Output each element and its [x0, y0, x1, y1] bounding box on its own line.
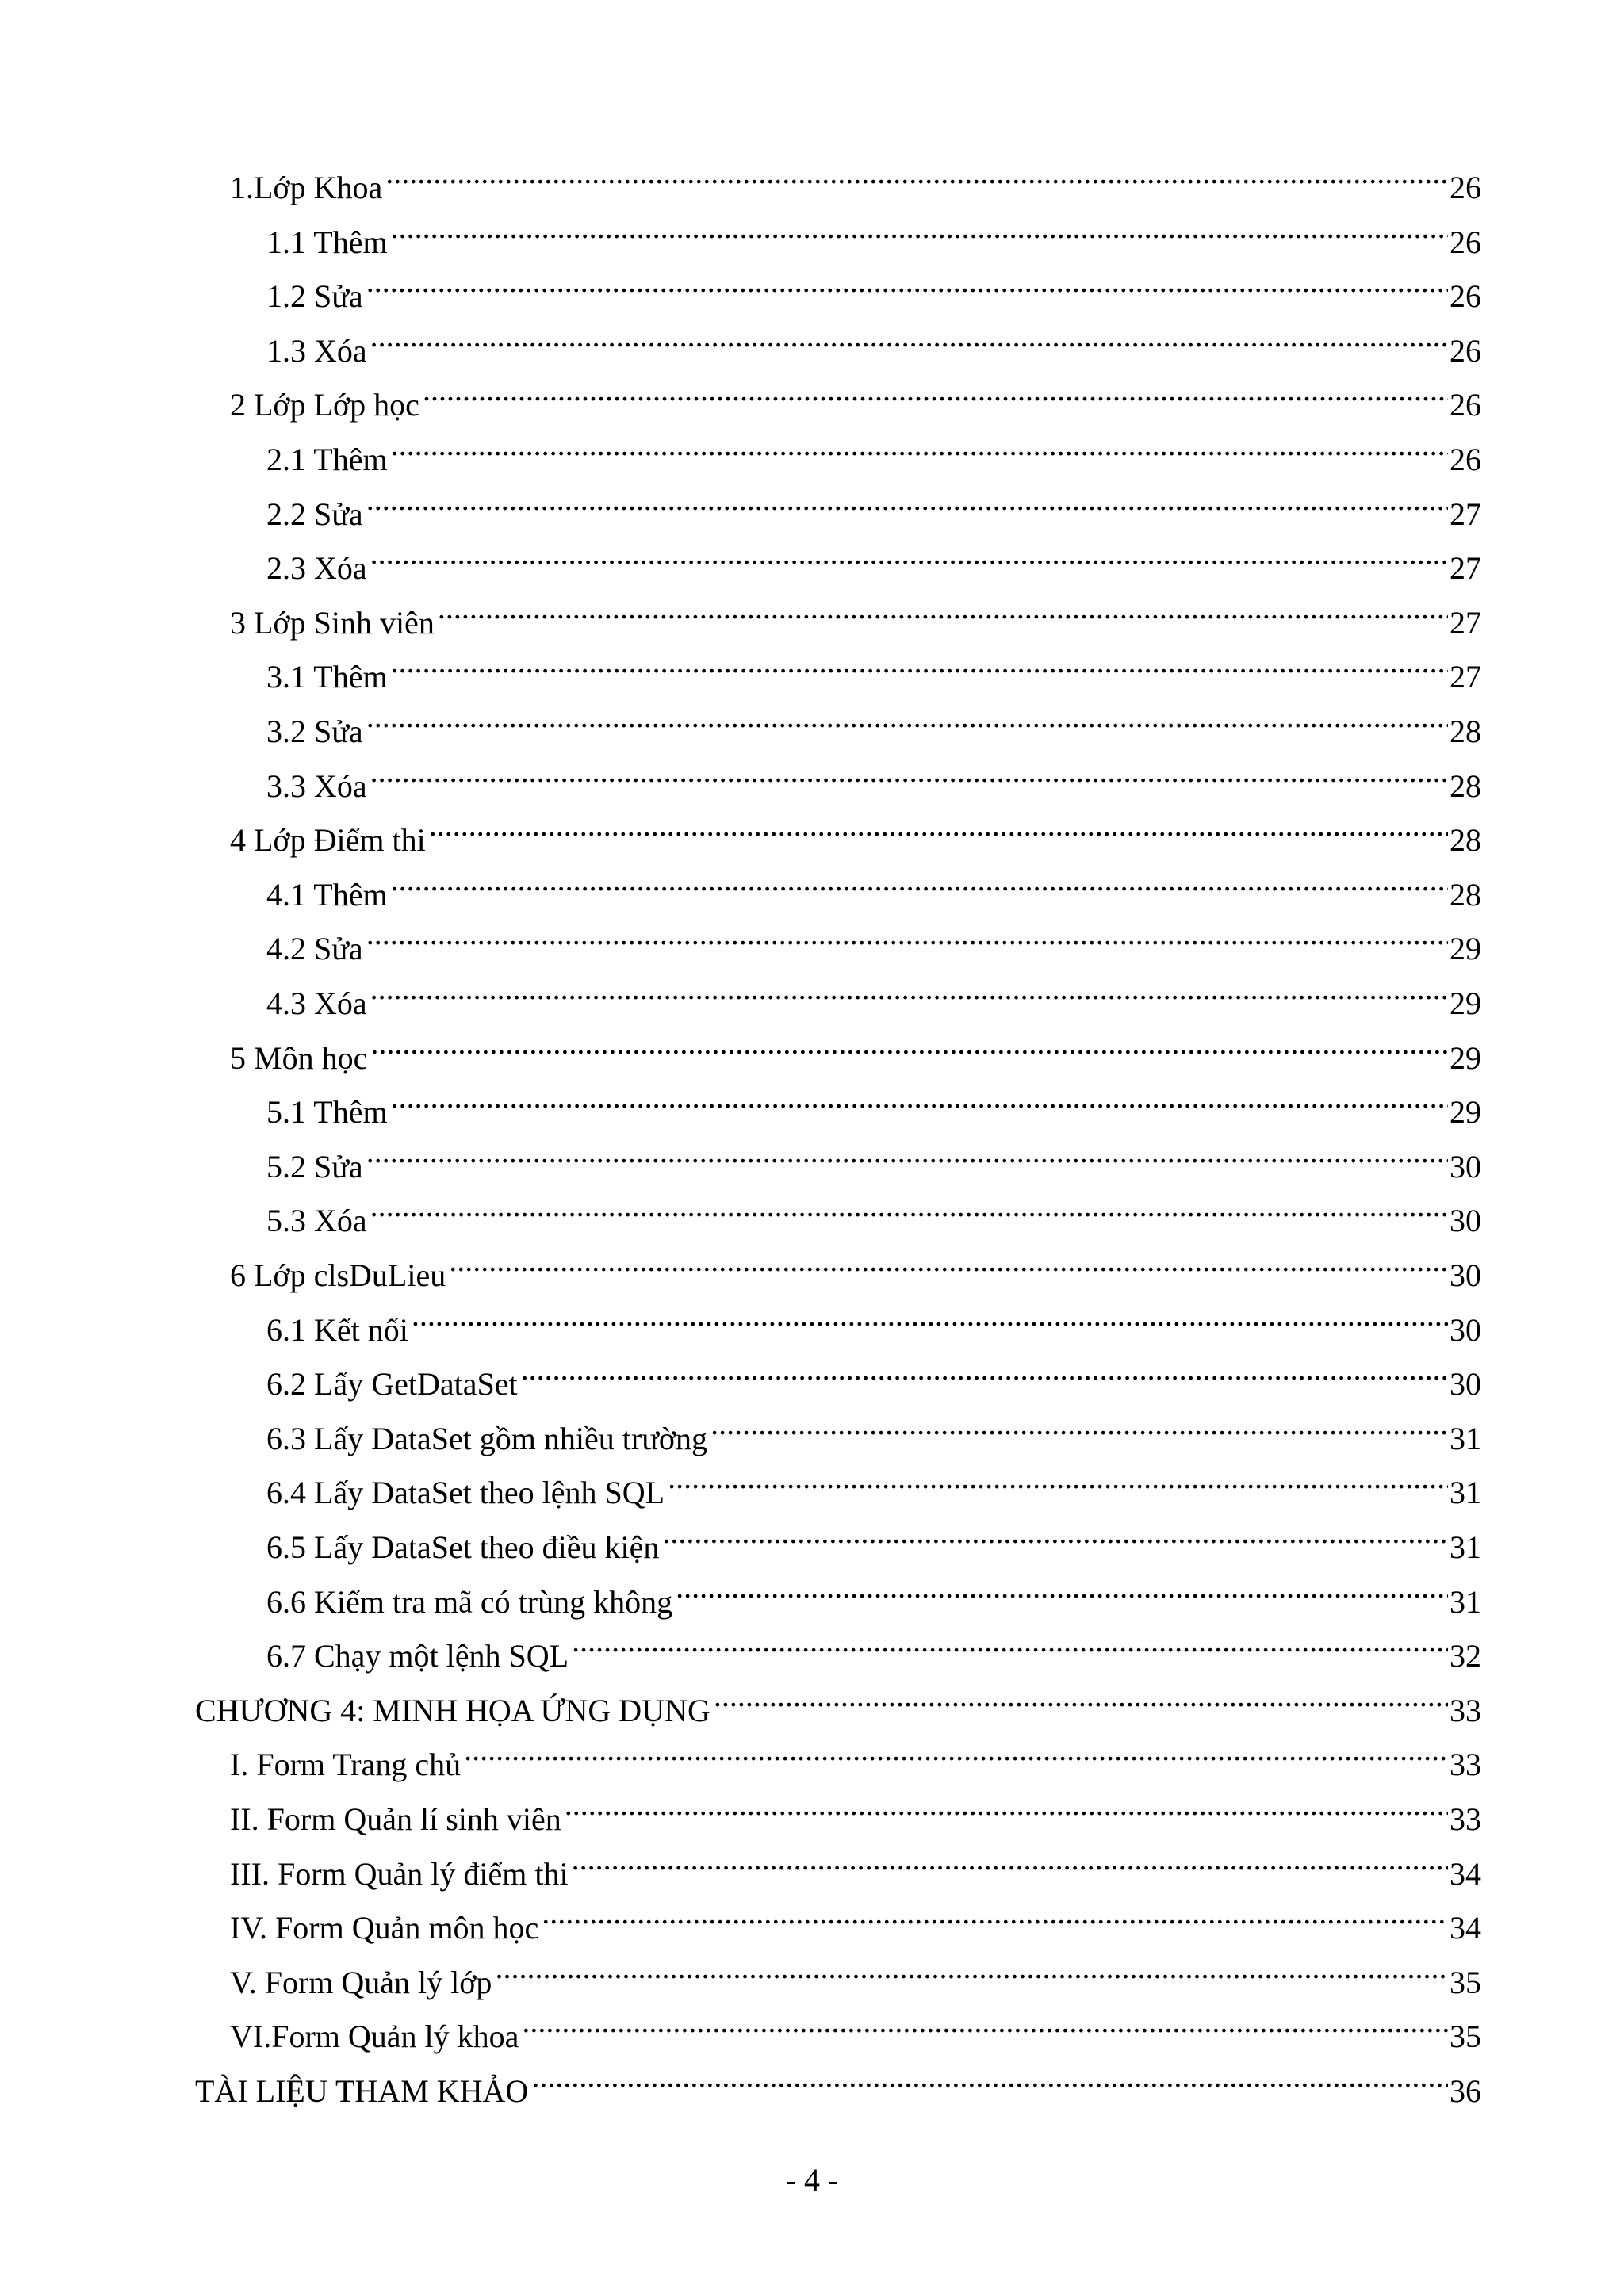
toc-entry-title: 2.3 Xóa: [266, 550, 367, 587]
dot-leader: [366, 695, 1448, 742]
dot-leader: [542, 1891, 1448, 1938]
toc-entry[interactable]: [266, 858, 1481, 913]
toc-entry[interactable]: [266, 423, 1481, 477]
toc-entry[interactable]: [266, 1347, 1481, 1402]
toc-entry-page: 27: [1450, 604, 1481, 641]
toc-entry-page: 34: [1450, 1855, 1481, 1892]
dot-leader: [366, 259, 1448, 307]
toc-entry[interactable]: [230, 1891, 1481, 1946]
dot-leader: [710, 1402, 1448, 1449]
dot-leader: [391, 205, 1448, 253]
toc-entry-page: 31: [1450, 1420, 1481, 1456]
dot-leader: [370, 966, 1448, 1014]
toc-entry[interactable]: [266, 1402, 1481, 1456]
toc-entry[interactable]: [230, 151, 1481, 205]
toc-entry-page: 29: [1450, 1039, 1481, 1076]
toc-entry-title: I. Form Trang chủ: [230, 1747, 462, 1783]
toc-entry-title: 4.1 Thêm: [266, 876, 388, 913]
toc-entry-title: 3.2 Sửa: [266, 714, 363, 749]
toc-entry-title: 6.1 Kết nối: [266, 1311, 408, 1348]
toc-entry[interactable]: [195, 2054, 1481, 2109]
toc-entry-page: 33: [1450, 1692, 1481, 1728]
toc-entry[interactable]: [266, 1619, 1481, 1674]
dot-leader: [429, 803, 1448, 851]
toc-entry-title: 2.1 Thêm: [266, 442, 388, 477]
toc-entry[interactable]: [230, 1946, 1481, 2000]
toc-entry-page: 30: [1450, 1366, 1481, 1402]
toc-entry-title: 5.3 Xóa: [266, 1203, 367, 1239]
toc-entry-title: 6.3 Lấy DataSet gồm nhiều trường: [266, 1420, 708, 1456]
toc-entry-page: 30: [1450, 1311, 1481, 1348]
toc-entry-title: 6.5 Lấy DataSet theo điều kiện: [266, 1529, 660, 1565]
toc-entry[interactable]: [266, 912, 1481, 967]
toc-entry-page: 30: [1450, 1257, 1481, 1293]
toc-entry[interactable]: [195, 1674, 1481, 1728]
toc-entry[interactable]: [230, 1021, 1481, 1076]
toc-entry[interactable]: [266, 477, 1481, 532]
dot-leader: [438, 586, 1448, 633]
dot-leader: [572, 1837, 1448, 1885]
toc-entry-title: V. Form Quản lý lớp: [230, 1964, 492, 2000]
toc-entry[interactable]: [266, 1130, 1481, 1184]
toc-entry-page: 27: [1450, 496, 1481, 532]
toc-entry[interactable]: [266, 749, 1481, 804]
dot-leader: [370, 1021, 1448, 1069]
toc-entry[interactable]: [230, 1728, 1481, 1783]
toc-entry-page: 32: [1450, 1638, 1481, 1674]
toc-entry-title: 2 Lớp Lớp học: [230, 387, 419, 423]
toc-entry-title: 1.3 Xóa: [266, 332, 367, 369]
toc-entry-title: 4.3 Xóa: [266, 985, 367, 1021]
dot-leader: [412, 1293, 1448, 1341]
toc-entry-title: 5.2 Sửa: [266, 1148, 363, 1184]
toc-entry-page: 28: [1450, 714, 1481, 749]
dot-leader: [662, 1510, 1448, 1558]
toc-entry-page: 26: [1450, 332, 1481, 369]
toc-entry-page: 35: [1450, 1964, 1481, 2000]
dot-leader: [423, 368, 1448, 415]
toc-entry-page: 29: [1450, 931, 1481, 967]
toc-entry-page: 26: [1450, 278, 1481, 315]
toc-entry-page: 28: [1450, 767, 1481, 804]
toc-entry[interactable]: [266, 314, 1481, 369]
dot-leader: [391, 423, 1448, 470]
dot-leader: [391, 858, 1448, 905]
toc-entry-title: 5.1 Thêm: [266, 1094, 388, 1131]
toc-entry-title: 1.2 Sửa: [266, 278, 363, 315]
toc-entry[interactable]: [266, 1565, 1481, 1620]
dot-leader: [366, 912, 1448, 959]
toc-entry[interactable]: [266, 259, 1481, 315]
toc-entry-page: 26: [1450, 387, 1481, 423]
toc-entry-page: 33: [1450, 1801, 1481, 1837]
toc-entry[interactable]: [266, 640, 1481, 695]
dot-leader: [565, 1782, 1448, 1830]
toc-entry-page: 27: [1450, 659, 1481, 695]
toc-entry-title: 4 Lớp Điểm thi: [230, 822, 426, 859]
toc-entry-page: 33: [1450, 1747, 1481, 1783]
toc-entry-title: 6.6 Kiểm tra mã có trùng không: [266, 1583, 673, 1620]
dot-leader: [366, 1130, 1448, 1177]
toc-entry-page: 31: [1450, 1529, 1481, 1565]
toc-entry-title: 3.3 Xóa: [266, 767, 367, 804]
dot-leader: [370, 1184, 1448, 1231]
toc-entry[interactable]: [266, 1293, 1481, 1348]
toc-entry-title: TÀI LIỆU THAM KHẢO: [195, 2073, 529, 2109]
toc-entry[interactable]: [230, 368, 1481, 423]
dot-leader: [676, 1565, 1448, 1613]
toc-entry-title: VI.Form Quản lý khoa: [230, 2019, 519, 2055]
toc-entry-page: 29: [1450, 985, 1481, 1021]
toc-entry[interactable]: [230, 1837, 1481, 1892]
toc-entry[interactable]: [266, 1184, 1481, 1239]
toc-entry-title: 3.1 Thêm: [266, 659, 388, 695]
toc-entry-page: 30: [1450, 1148, 1481, 1184]
toc-entry-page: 28: [1450, 822, 1481, 859]
toc-entry-page: 28: [1450, 876, 1481, 913]
dot-leader: [531, 2054, 1448, 2102]
toc-entry-page: 31: [1450, 1475, 1481, 1511]
dot-leader: [370, 531, 1448, 579]
toc-entry-title: 6.2 Lấy GetDataSet: [266, 1366, 518, 1402]
toc-entry[interactable]: [266, 205, 1481, 260]
toc-entry-page: 29: [1450, 1094, 1481, 1131]
toc-entry[interactable]: [266, 1075, 1481, 1131]
toc-entry[interactable]: [230, 1782, 1481, 1837]
toc-entry[interactable]: [230, 586, 1481, 641]
toc-entry-page: 27: [1450, 550, 1481, 587]
toc-entry-title: 2.2 Sửa: [266, 496, 363, 532]
dot-leader: [714, 1674, 1448, 1721]
toc-entry-title: II. Form Quản lí sinh viên: [230, 1801, 561, 1837]
toc-entry-title: 4.2 Sửa: [266, 931, 363, 967]
dot-leader: [385, 151, 1448, 198]
dot-leader: [521, 1347, 1448, 1395]
toc-entry-title: IV. Form Quản môn học: [230, 1910, 539, 1946]
toc-entry[interactable]: [230, 1238, 1481, 1293]
toc-entry-page: 30: [1450, 1203, 1481, 1239]
toc-entry-title: CHƯƠNG 4: MINH HỌA ỨNG DỤNG: [195, 1692, 710, 1728]
toc-entry[interactable]: [266, 966, 1481, 1021]
toc-entry-page: 26: [1450, 170, 1481, 205]
toc-entry-title: 6 Lớp clsDuLieu: [230, 1257, 446, 1293]
dot-leader: [495, 1946, 1448, 1993]
toc-entry-page: 26: [1450, 442, 1481, 477]
toc-entry-title: 6.4 Lấy DataSet theo lệnh SQL: [266, 1475, 665, 1511]
dot-leader: [449, 1238, 1448, 1286]
dot-leader: [391, 640, 1448, 687]
toc-entry[interactable]: [266, 531, 1481, 587]
toc-entry[interactable]: [266, 695, 1481, 749]
toc-entry-page: 34: [1450, 1910, 1481, 1946]
dot-leader: [370, 314, 1448, 362]
toc-entry-title: 1.Lớp Khoa: [230, 170, 383, 205]
toc-entry-title: 5 Môn học: [230, 1039, 368, 1076]
dot-leader: [522, 1999, 1448, 2047]
dot-leader: [572, 1619, 1448, 1667]
page-number-footer: - 4 -: [785, 2162, 839, 2198]
toc-entry-title: 6.7 Chạy một lệnh SQL: [266, 1638, 569, 1674]
dot-leader: [464, 1728, 1448, 1775]
toc-entry-title: 3 Lớp Sinh viên: [230, 604, 435, 641]
toc-entry[interactable]: [230, 1999, 1481, 2055]
toc-entry-page: 26: [1450, 224, 1481, 260]
toc-entry[interactable]: [266, 1510, 1481, 1565]
dot-leader: [391, 1075, 1448, 1123]
dot-leader: [668, 1456, 1448, 1503]
dot-leader: [370, 749, 1448, 797]
toc-entry-title: III. Form Quản lý điểm thi: [230, 1855, 569, 1892]
toc-entry[interactable]: [266, 1456, 1481, 1511]
toc-entry-page: 36: [1450, 2073, 1481, 2109]
toc-entry-page: 31: [1450, 1583, 1481, 1620]
dot-leader: [366, 477, 1448, 525]
toc-entry[interactable]: [230, 803, 1481, 859]
toc-entry-title: 1.1 Thêm: [266, 224, 388, 260]
toc-entry-page: 35: [1450, 2019, 1481, 2055]
